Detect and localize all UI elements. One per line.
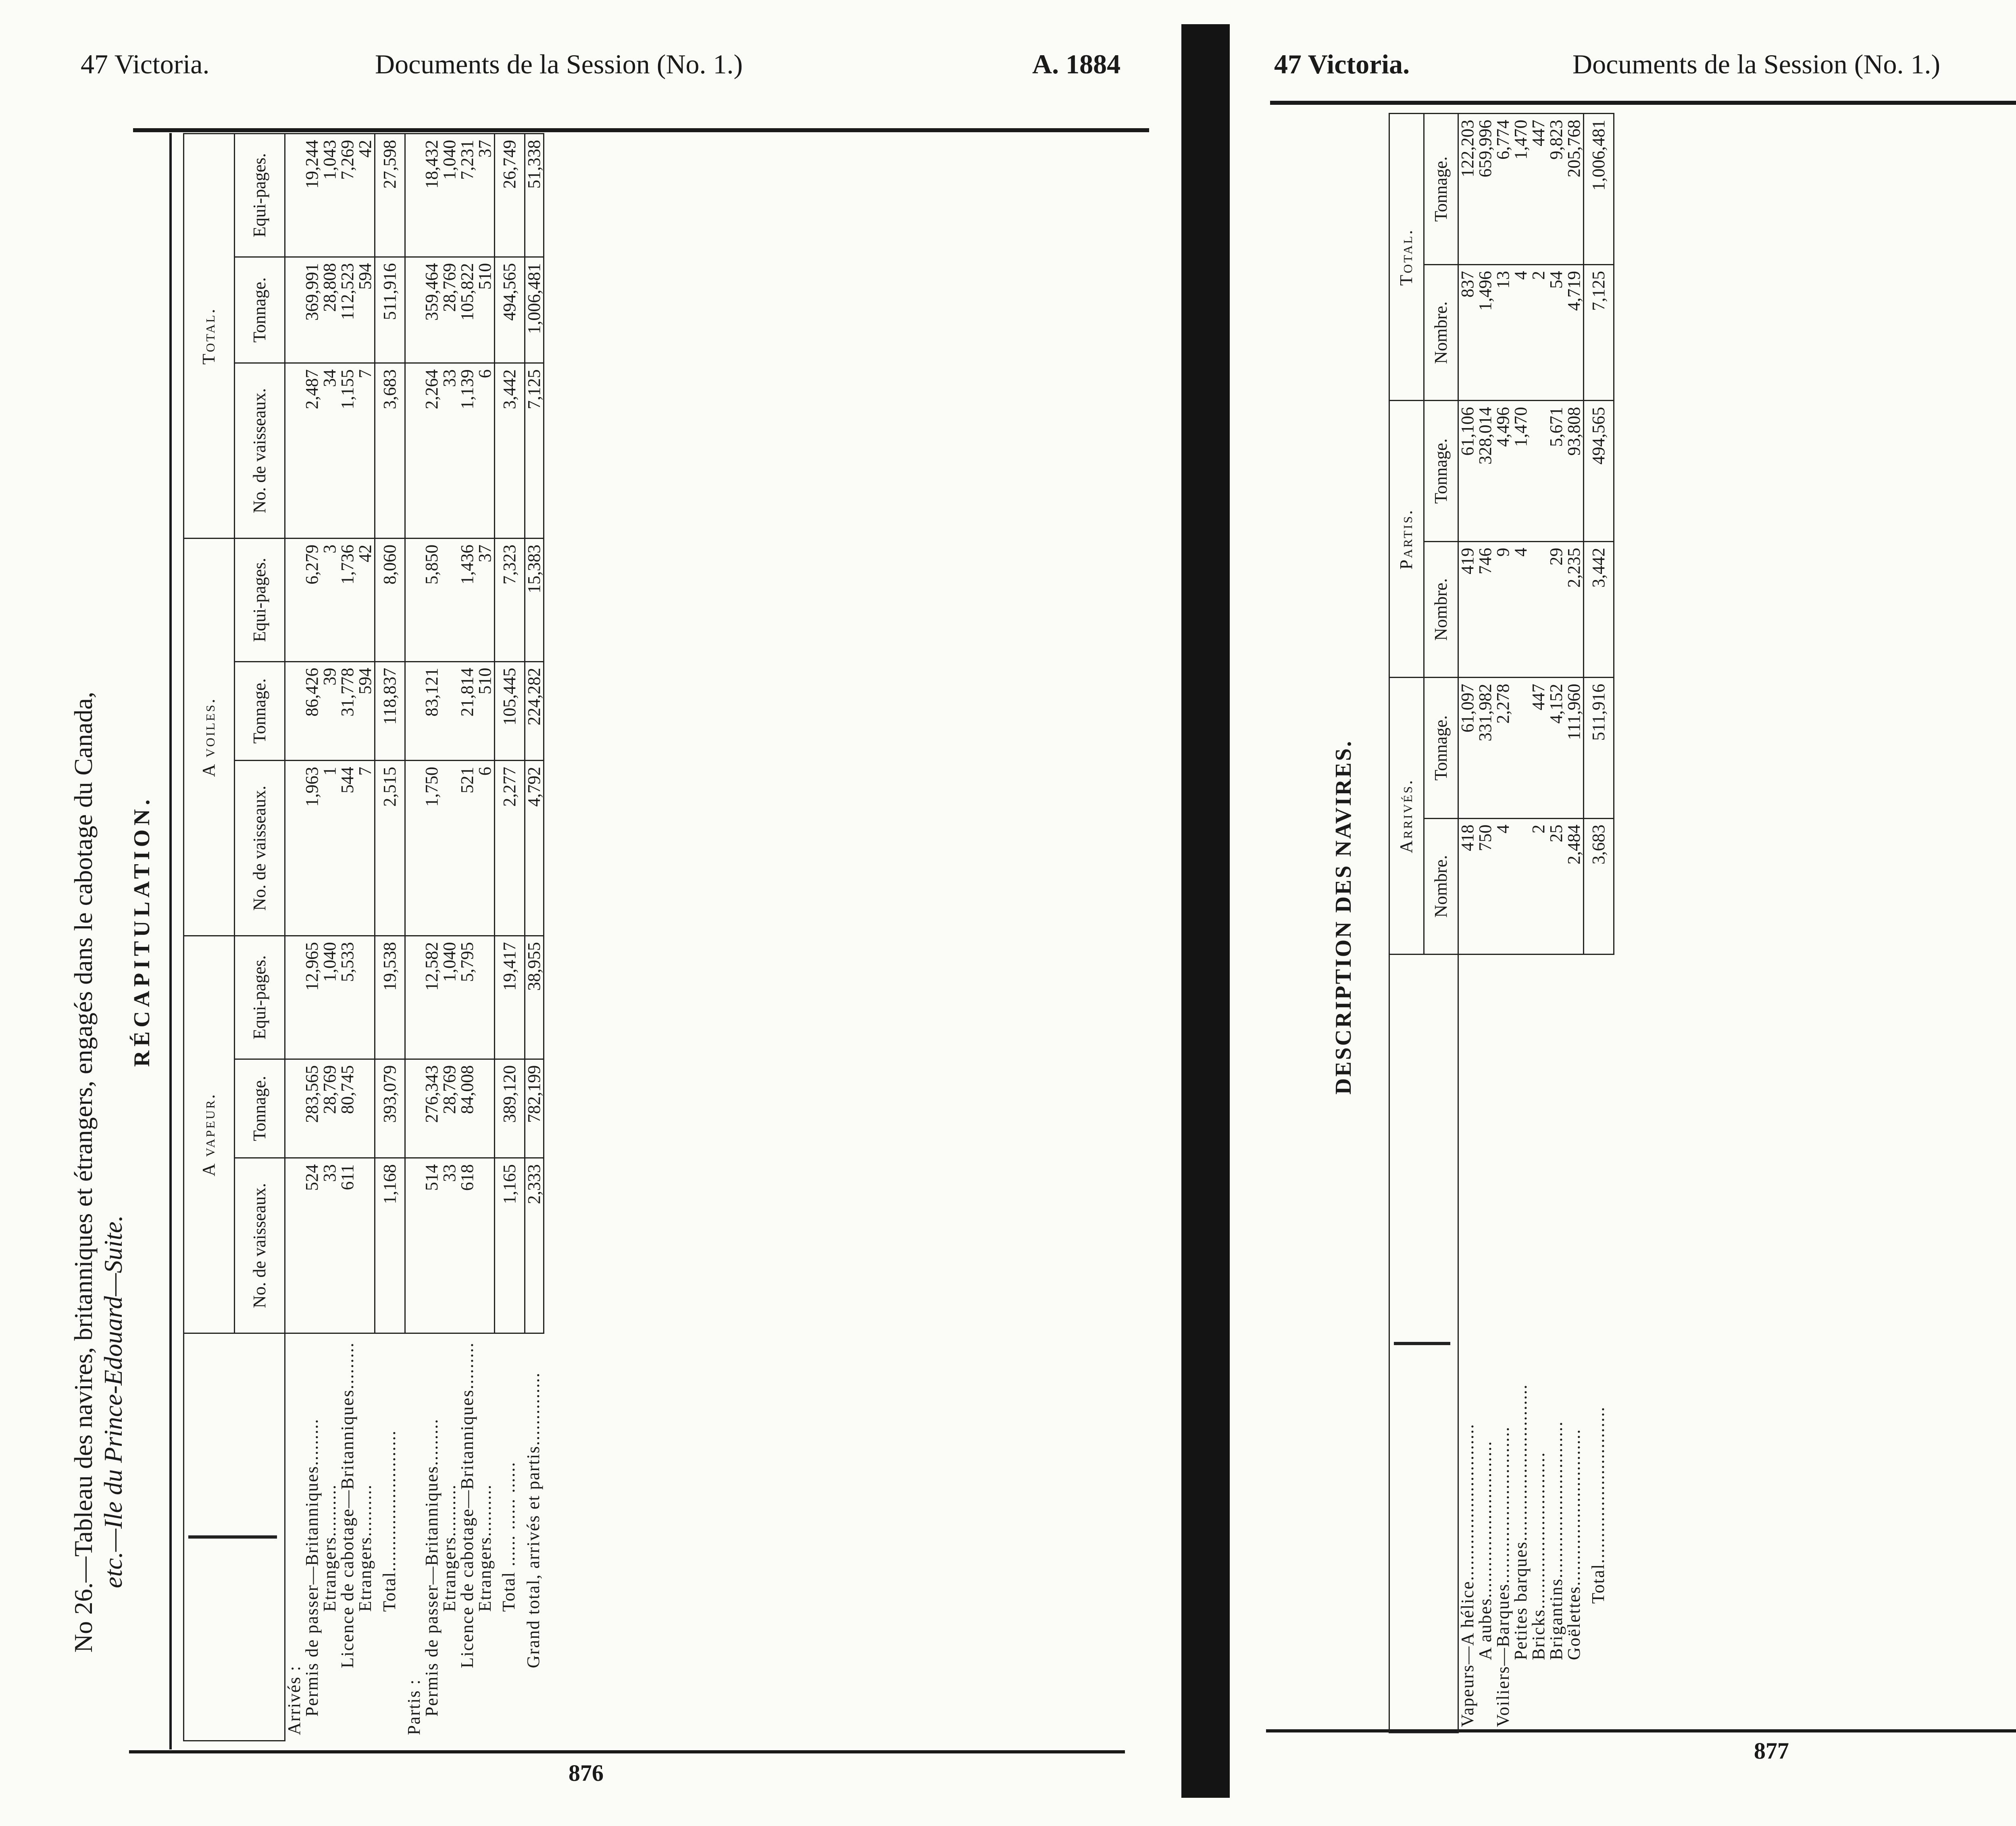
- book-gutter: [1181, 24, 1230, 1798]
- table-row: [375, 134, 405, 1741]
- table-cell: 2,235: [1565, 541, 1584, 677]
- table-cell: 28,808: [321, 257, 339, 363]
- table-row: [441, 134, 458, 1741]
- row-label: Etrangers..........: [475, 1484, 495, 1612]
- left-bottom-rule: [129, 1750, 1125, 1753]
- table-cell: 112,523: [339, 257, 356, 363]
- table-cell: 6: [476, 761, 495, 936]
- row-label: Etrangers..........: [439, 1484, 459, 1612]
- table-cell: 521: [458, 761, 476, 936]
- row-label: A aubes..............................: [1475, 1440, 1495, 1660]
- table-cell: 2,278: [1494, 678, 1512, 818]
- left-header-left: 47 Victoria.: [81, 49, 210, 79]
- table-cell: 21,814: [458, 661, 476, 761]
- right-header-center: Documents de la Session (No. 1.): [1572, 49, 1941, 79]
- table-cell: 2,515: [375, 761, 405, 936]
- table-cell: [356, 1158, 375, 1333]
- table-cell: [285, 363, 304, 539]
- table-cell: 328,014: [1477, 401, 1494, 541]
- table-cell: 13: [1494, 265, 1512, 401]
- table-cell: 4,719: [1565, 265, 1584, 401]
- table-cell: [285, 1158, 304, 1333]
- row-label: Permis de passer—Britanniques.........: [302, 1418, 322, 1717]
- table-cell: 42: [356, 539, 375, 662]
- table-cell: [405, 661, 423, 761]
- table-cell: 2,264: [423, 363, 441, 539]
- table-cell: 93,808: [1565, 401, 1584, 541]
- table-cell: 1,043: [321, 134, 339, 257]
- table-row: [476, 134, 495, 1741]
- table-cell: 4,792: [525, 761, 544, 936]
- table-cell: [405, 539, 423, 662]
- table-cell: 419: [1458, 541, 1477, 677]
- table-cell: 1,496: [1477, 265, 1494, 401]
- table-cell: 4,496: [1494, 401, 1512, 541]
- table-cell: 514: [423, 1158, 441, 1333]
- table-cell: [285, 539, 304, 662]
- table-cell: 7: [356, 363, 375, 539]
- stub-header: [1389, 955, 1458, 1733]
- stub-header: [184, 1333, 285, 1741]
- table-cell: 61,106: [1458, 401, 1477, 541]
- table-cell: [285, 661, 304, 761]
- table-cell: 7,269: [339, 134, 356, 257]
- group-header: A vapeur.: [184, 936, 235, 1333]
- table-cell: [285, 936, 304, 1059]
- table-cell: [405, 134, 423, 257]
- table-cell: 1,155: [339, 363, 356, 539]
- column-header: Tonnage.: [234, 1059, 285, 1158]
- table-cell: [405, 363, 423, 539]
- table-cell: 86,426: [303, 661, 321, 761]
- table-cell: 28,769: [321, 1059, 339, 1158]
- table-cell: [285, 1059, 304, 1158]
- left-header-center: Documents de la Session (No. 1.): [375, 49, 743, 79]
- row-label: Etrangers..........: [355, 1484, 375, 1612]
- table-cell: 2: [1530, 265, 1547, 401]
- table-cell: 51,338: [525, 134, 544, 257]
- table-cell: 1,470: [1512, 114, 1530, 265]
- table-cell: 118,837: [375, 661, 405, 761]
- table-cell: 1,736: [339, 539, 356, 662]
- table-row: [405, 134, 423, 1741]
- table-cell: 7,125: [525, 363, 544, 539]
- table-cell: 83,121: [423, 661, 441, 761]
- table-cell: 1,470: [1512, 401, 1530, 541]
- group-header: Total.: [184, 134, 235, 539]
- table-cell: [1530, 541, 1547, 677]
- table-cell: 5,795: [458, 936, 476, 1059]
- table-row: [1530, 114, 1547, 1733]
- table-cell: 9: [1494, 541, 1512, 677]
- column-header: Equi-pages.: [234, 134, 285, 257]
- table-cell: 39: [321, 661, 339, 761]
- table-cell: 34: [321, 363, 339, 539]
- table-cell: [441, 761, 458, 936]
- table-cell: 393,079: [375, 1059, 405, 1158]
- table-cell: 27,598: [375, 134, 405, 257]
- column-header: Nombre.: [1424, 541, 1458, 677]
- row-label: Permis de passer—Britanniques.........: [421, 1418, 442, 1717]
- column-header: Tonnage.: [1424, 401, 1458, 541]
- table-row: [1512, 114, 1530, 1733]
- column-header: Tonnage.: [1424, 114, 1458, 265]
- table-cell: 29: [1547, 541, 1565, 677]
- table-cell: 1,006,481: [525, 257, 544, 363]
- table-cell: 38,955: [525, 936, 544, 1059]
- row-label: Licence de cabotage—Britanniques.........: [457, 1342, 477, 1668]
- table-cell: 3,683: [1584, 818, 1614, 954]
- table-row: [1494, 114, 1512, 1733]
- table-row: [1547, 114, 1565, 1733]
- recapitulation-table: [183, 133, 544, 1741]
- table-cell: 447: [1530, 114, 1547, 265]
- table-cell: 276,343: [423, 1059, 441, 1158]
- column-header: No. de vaisseaux.: [234, 761, 285, 936]
- table-cell: 418: [1458, 818, 1477, 954]
- table-cell: 511,916: [375, 257, 405, 363]
- table-cell: 283,565: [303, 1059, 321, 1158]
- right-page-number: 877: [1754, 1738, 1789, 1764]
- table-cell: 3: [321, 539, 339, 662]
- table-cell: 84,008: [458, 1059, 476, 1158]
- table-cell: 122,203: [1458, 114, 1477, 265]
- table-cell: 359,464: [423, 257, 441, 363]
- table-cell: 524: [303, 1158, 321, 1333]
- table-cell: 33: [321, 1158, 339, 1333]
- right-header-left: 47 Victoria.: [1274, 49, 1410, 79]
- row-label: Goëlettes..............................: [1564, 1429, 1584, 1660]
- column-header: Equi-pages.: [234, 936, 285, 1059]
- row-label: Bricks..............................: [1529, 1452, 1548, 1660]
- table-cell: 618: [458, 1158, 476, 1333]
- table-cell: 369,991: [303, 257, 321, 363]
- table-cell: [285, 257, 304, 363]
- table-row: [1477, 114, 1494, 1733]
- group-header: Arrivés.: [1389, 678, 1424, 955]
- table-row: [339, 134, 356, 1741]
- table-cell: 25: [1547, 818, 1565, 954]
- table-cell: 105,445: [494, 661, 525, 761]
- table-cell: 7,125: [1584, 265, 1614, 401]
- table-cell: [1530, 401, 1547, 541]
- table-cell: 54: [1547, 265, 1565, 401]
- table-row: [458, 134, 476, 1741]
- table-cell: [356, 1059, 375, 1158]
- description-table: [1389, 113, 1614, 1733]
- table-cell: [285, 761, 304, 936]
- table-row: [525, 134, 544, 1741]
- column-header: No. de vaisseaux.: [234, 363, 285, 539]
- table-cell: 1: [321, 761, 339, 936]
- column-header: Nombre.: [1424, 818, 1458, 954]
- table-cell: 33: [441, 1158, 458, 1333]
- table-cell: 37: [476, 539, 495, 662]
- table-cell: 19,417: [494, 936, 525, 1059]
- left-title-block: [69, 81, 128, 1653]
- table-cell: 5,533: [339, 936, 356, 1059]
- table-row: [321, 134, 339, 1741]
- table-cell: 494,565: [494, 257, 525, 363]
- table-cell: 205,768: [1565, 114, 1584, 265]
- table-cell: 447: [1530, 678, 1547, 818]
- table-cell: 510: [476, 661, 495, 761]
- row-label: Partis :: [404, 1679, 424, 1735]
- table-cell: [441, 661, 458, 761]
- column-header: No. de vaisseaux.: [234, 1158, 285, 1333]
- table-cell: 782,199: [525, 1059, 544, 1158]
- table-cell: [441, 539, 458, 662]
- row-label: Arrivés :: [284, 1665, 304, 1735]
- table-cell: 80,745: [339, 1059, 356, 1158]
- table-cell: 9,823: [1547, 114, 1565, 265]
- column-header: Tonnage.: [1424, 678, 1458, 818]
- table-cell: 1,750: [423, 761, 441, 936]
- table-cell: [356, 936, 375, 1059]
- table-cell: 6: [476, 363, 495, 539]
- column-header: Tonnage.: [234, 257, 285, 363]
- table-cell: 37: [476, 134, 495, 257]
- table-cell: 105,822: [458, 257, 476, 363]
- table-cell: 837: [1458, 265, 1477, 401]
- table-cell: 42: [356, 134, 375, 257]
- table-cell: 594: [356, 257, 375, 363]
- table-cell: 12,582: [423, 936, 441, 1059]
- table-cell: 2: [1530, 818, 1547, 954]
- table-title-line2: etc.—Ile du Prince-Edouard—Suite.: [98, 1215, 127, 1588]
- table-row: [356, 134, 375, 1741]
- left-header-right: A. 1884: [1032, 49, 1121, 79]
- table-cell: 28,769: [441, 1059, 458, 1158]
- table-cell: 111,960: [1565, 678, 1584, 818]
- table-cell: 7: [356, 761, 375, 936]
- table-cell: 4,152: [1547, 678, 1565, 818]
- table-cell: 511,916: [1584, 678, 1614, 818]
- table-cell: 659,996: [1477, 114, 1494, 265]
- table-cell: 1,040: [441, 936, 458, 1059]
- table-cell: 1,165: [494, 1158, 525, 1333]
- left-page-number: 876: [569, 1760, 604, 1786]
- left-table-block: [129, 121, 895, 1741]
- table-cell: 31,778: [339, 661, 356, 761]
- table-cell: 1,168: [375, 1158, 405, 1333]
- table-cell: 2,487: [303, 363, 321, 539]
- section-title-recapitulation: RÉCAPITULATION.: [129, 795, 154, 1067]
- table-cell: 750: [1477, 818, 1494, 954]
- table-cell: 544: [339, 761, 356, 936]
- row-label: Petites barques..............................: [1511, 1384, 1531, 1660]
- table-cell: 18,432: [423, 134, 441, 257]
- table-title-line1: No 26.—Tableau des navires, britanniques et étrangers, engagés dans le cabotage du Canada,: [69, 692, 98, 1653]
- table-cell: 12,965: [303, 936, 321, 1059]
- table-cell: [405, 761, 423, 936]
- table-cell: 7,231: [458, 134, 476, 257]
- table-row: [1565, 114, 1584, 1733]
- table-cell: 224,282: [525, 661, 544, 761]
- table-cell: 1,040: [321, 936, 339, 1059]
- table-cell: 1,436: [458, 539, 476, 662]
- table-cell: 2,277: [494, 761, 525, 936]
- table-cell: 746: [1477, 541, 1494, 677]
- table-cell: 8,060: [375, 539, 405, 662]
- table-cell: 5,671: [1547, 401, 1565, 541]
- table-cell: [405, 257, 423, 363]
- table-cell: [476, 936, 495, 1059]
- section-title-description: DESCRIPTION DES NAVIRES.: [1331, 739, 1356, 1095]
- right-page: [1230, 0, 2016, 1826]
- table-cell: 19,538: [375, 936, 405, 1059]
- table-cell: 19,244: [303, 134, 321, 257]
- table-cell: 510: [476, 257, 495, 363]
- table-cell: 494,565: [1584, 401, 1614, 541]
- row-label: Licence de cabotage—Britanniques.........: [337, 1342, 357, 1668]
- right-table-block: [1331, 101, 1895, 1733]
- table-cell: 6,279: [303, 539, 321, 662]
- table-cell: 28,769: [441, 257, 458, 363]
- table-row: [1458, 114, 1477, 1733]
- column-header: Equi-pages.: [234, 539, 285, 662]
- table-cell: 2,484: [1565, 818, 1584, 954]
- table-cell: [1512, 818, 1530, 954]
- table-cell: [405, 936, 423, 1059]
- table-cell: [405, 1158, 423, 1333]
- group-header: A voiles.: [184, 539, 235, 936]
- table-cell: 3,683: [375, 363, 405, 539]
- table-cell: 7,323: [494, 539, 525, 662]
- table-cell: [285, 134, 304, 257]
- table-cell: 1,139: [458, 363, 476, 539]
- row-label: Grand total, arrivés et partis..............: [523, 1372, 543, 1668]
- table-cell: 1,963: [303, 761, 321, 936]
- table-cell: 1,040: [441, 134, 458, 257]
- table-row: [303, 134, 321, 1741]
- table-cell: 61,097: [1458, 678, 1477, 818]
- table-row: [494, 134, 525, 1741]
- table-cell: [476, 1158, 495, 1333]
- table-cell: [405, 1059, 423, 1158]
- table-cell: 594: [356, 661, 375, 761]
- table-cell: 6,774: [1494, 114, 1512, 265]
- table-cell: 1,006,481: [1584, 114, 1614, 265]
- row-label: Total ...... ...... ......: [499, 1461, 519, 1612]
- table-cell: 4: [1494, 818, 1512, 954]
- row-label: Brigantins..............................: [1546, 1421, 1566, 1660]
- table-row: [1584, 114, 1614, 1733]
- table-row: [423, 134, 441, 1741]
- table-cell: 26,749: [494, 134, 525, 257]
- group-header: Partis.: [1389, 401, 1424, 678]
- group-header: Total.: [1389, 114, 1424, 401]
- row-label: Etrangers..........: [320, 1484, 339, 1612]
- row-label: Voiliers—Barques..............................: [1493, 1426, 1513, 1727]
- table-cell: 2,333: [525, 1158, 544, 1333]
- column-header: Tonnage.: [234, 661, 285, 761]
- table-cell: 3,442: [494, 363, 525, 539]
- table-cell: 331,982: [1477, 678, 1494, 818]
- table-cell: 5,850: [423, 539, 441, 662]
- table-cell: 389,120: [494, 1059, 525, 1158]
- table-cell: [476, 1059, 495, 1158]
- table-cell: [1512, 678, 1530, 818]
- row-label: Total...........................: [379, 1430, 399, 1612]
- row-label: Vapeurs—A hélice..............................: [1458, 1423, 1477, 1727]
- column-header: Nombre.: [1424, 265, 1458, 401]
- table-cell: 15,383: [525, 539, 544, 662]
- row-label: Total..............................: [1588, 1406, 1608, 1604]
- table-cell: 4: [1512, 541, 1530, 677]
- table-cell: 611: [339, 1158, 356, 1333]
- table-cell: 3,442: [1584, 541, 1614, 677]
- table-cell: 33: [441, 363, 458, 539]
- table-cell: 4: [1512, 265, 1530, 401]
- table-row: [285, 134, 304, 1741]
